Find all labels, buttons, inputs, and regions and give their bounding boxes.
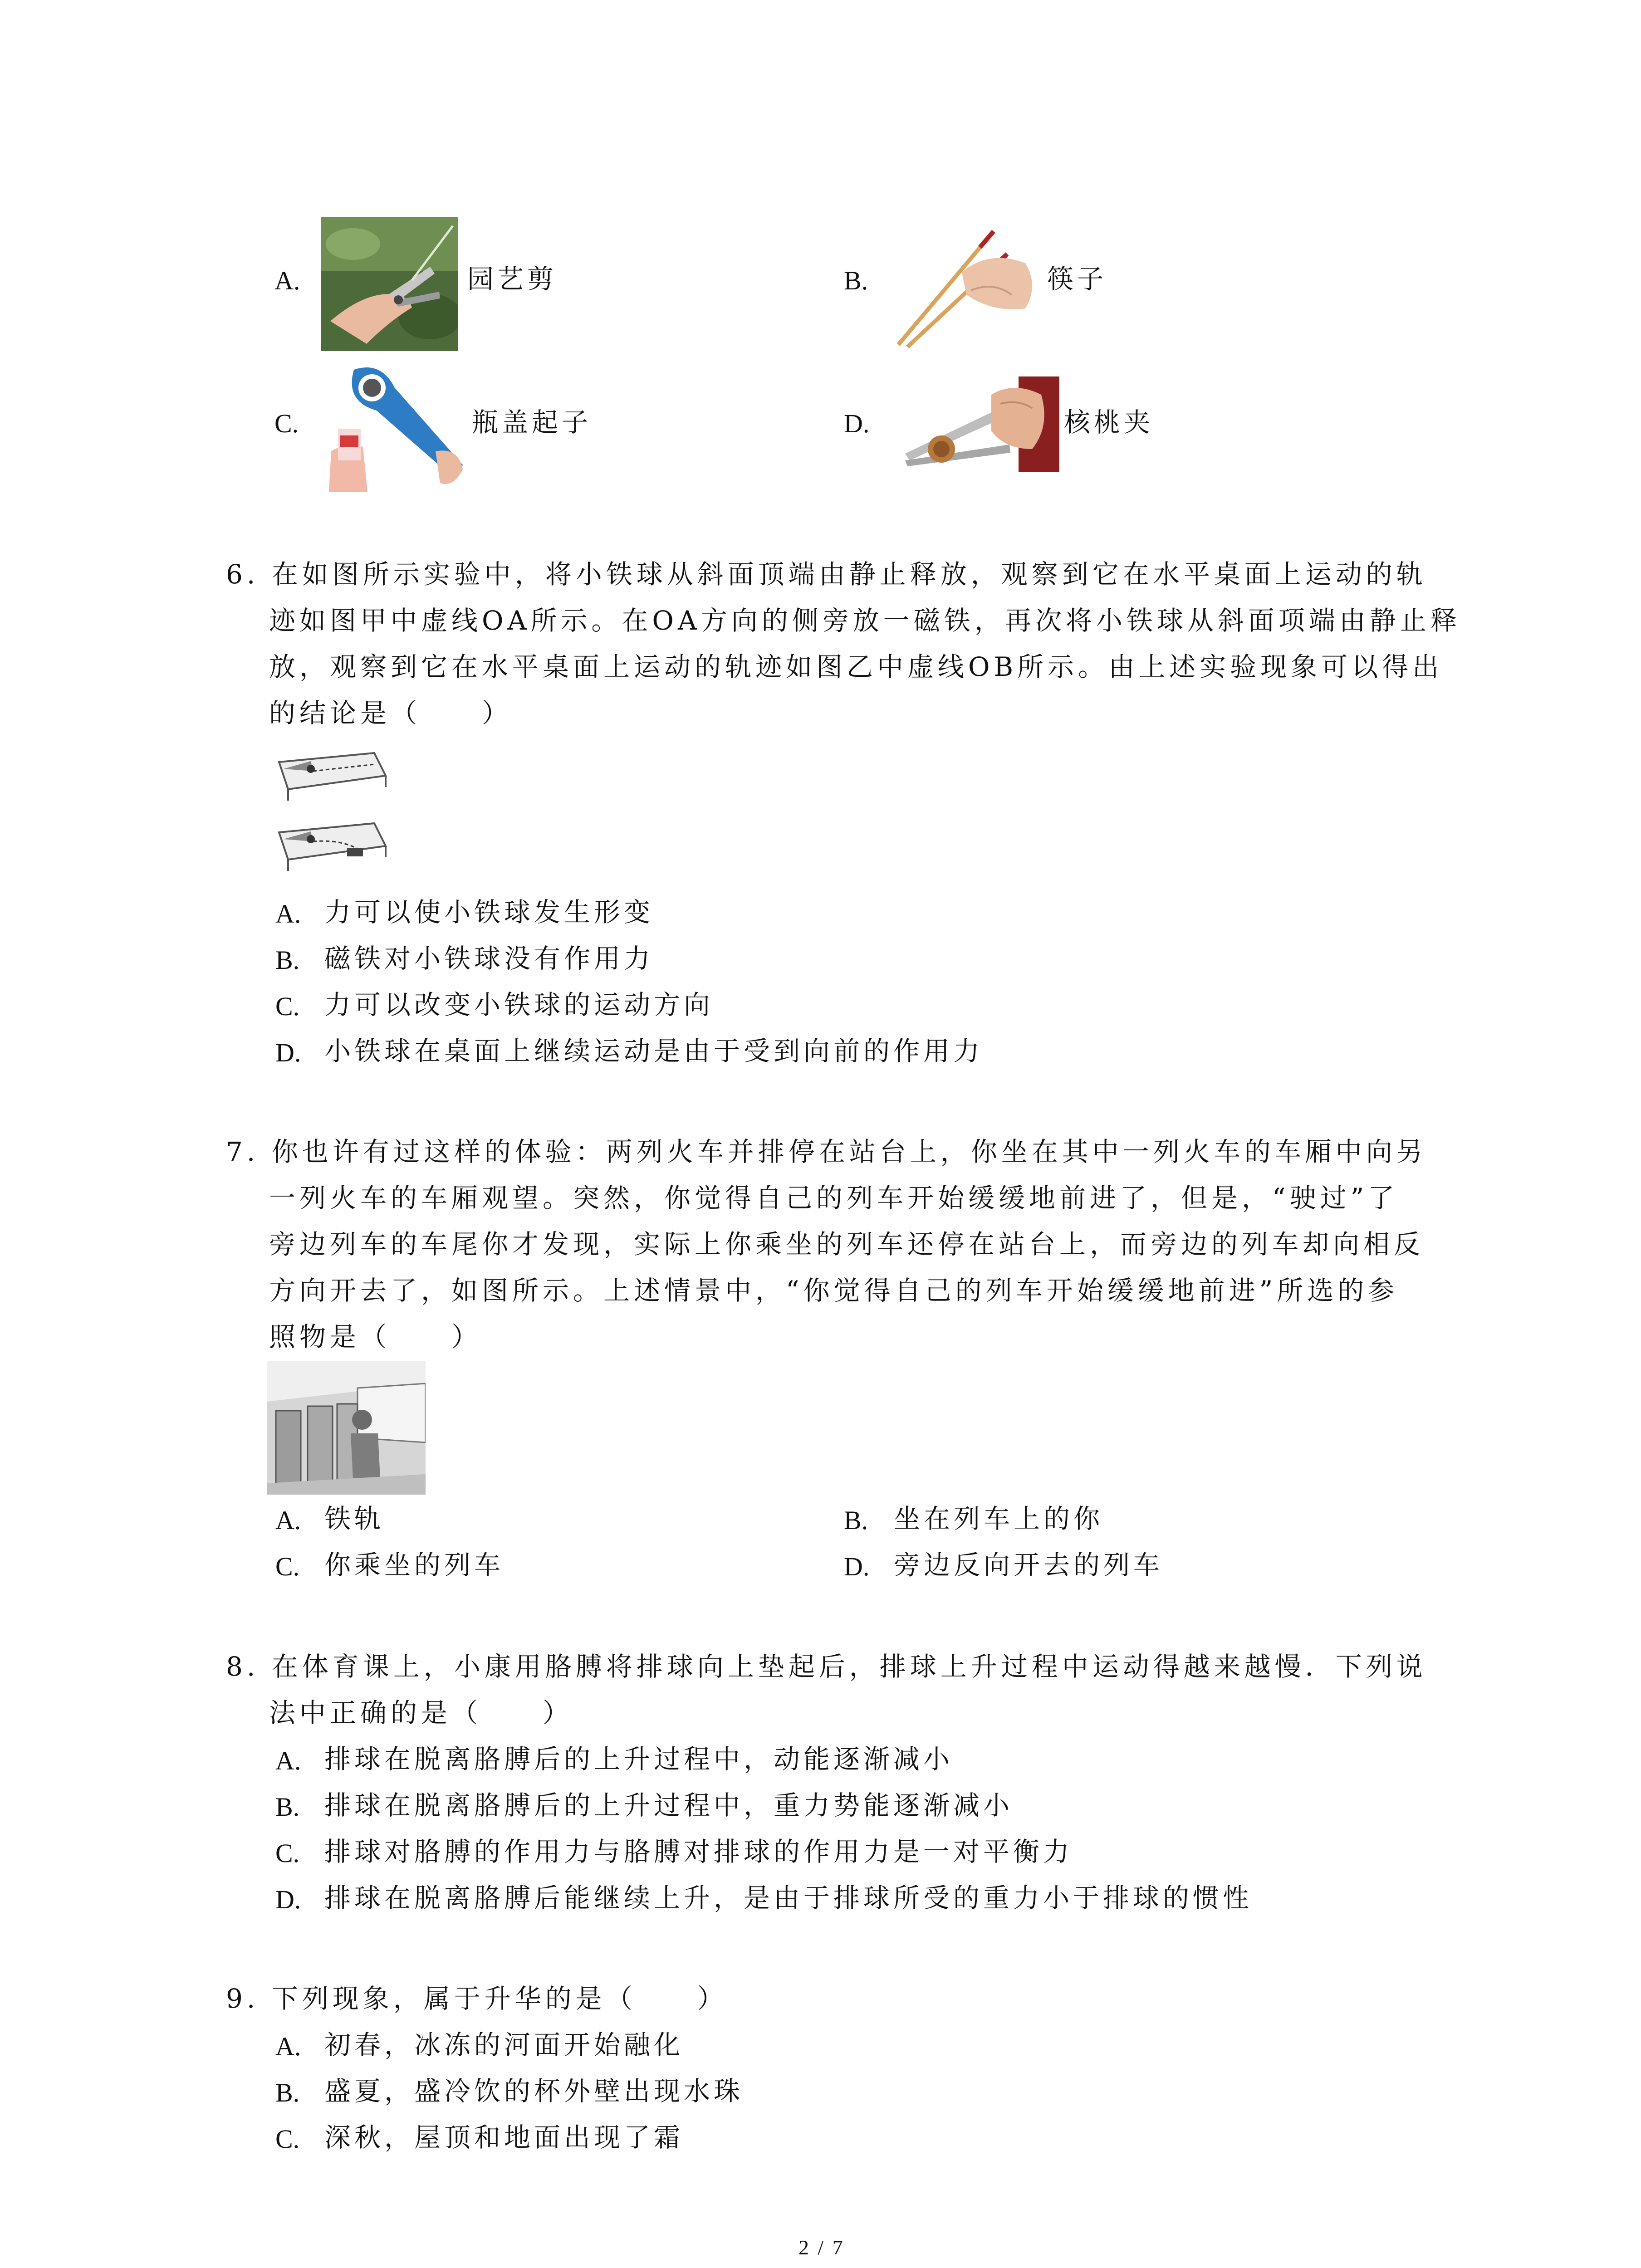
q7-option-c-text: 你乘坐的列车 [324,1549,505,1580]
q7-stem-line-4: 方向开去了，如图所示。上述情景中，“你觉得自己的列车开始缓缓地前进”所选的参 [269,1275,1399,1306]
q7-option-b-text: 坐在列车上的你 [894,1503,1104,1534]
q9-option-c-text: 深秋，屋顶和地面出现了霜 [324,2122,684,2153]
q6-stem-line-2: 迹如图甲中虚线OA所示。在OA方向的侧旁放一磁铁，再次将小铁球从斜面项端由静止释 [269,605,1461,636]
q9-option-b-letter: B. [275,2078,300,2107]
q6-option-a-text: 力可以使小铁球发生形变 [324,897,654,928]
q5-option-b-label: 筷子 [1047,264,1107,294]
chopsticks-photo [889,222,1039,349]
q6-option-b-letter: B. [275,945,300,975]
q6-option-d-text: 小铁球在桌面上继续运动是由于受到向前的作用力 [324,1036,984,1066]
q6-stem-line-1: 6. 在如图所示实验中，将小铁球从斜面顶端由静止释放，观察到它在水平桌面上运动的轨 [226,559,1427,590]
q8-option-b-text: 排球在脱离胳膊后的上升过程中，重力势能逐渐减小 [324,1790,1014,1821]
q5-option-a-letter: A. [274,266,300,295]
q9-option-b-text: 盛夏，盛冷饮的杯外壁出现水珠 [324,2076,744,2107]
q5-option-c-letter: C. [274,409,299,438]
q5-option-b-letter: B. [844,266,868,295]
q8-option-c-letter: C. [275,1838,300,1868]
page-number: 2 / 7 [798,2236,845,2259]
nutcracker-photo [896,376,1059,472]
q7-stem-line-2: 一列火车的车厢观望。突然，你觉得自己的列车开始缓缓地前进了，但是，“驶过”了 [269,1183,1399,1213]
train-interior-figure [267,1361,426,1495]
q5-option-d-letter: D. [844,409,870,438]
q6-option-b-text: 磁铁对小铁球没有作用力 [324,943,654,974]
experiment-figure-b [270,812,390,875]
q8-option-c-text: 排球对胳膊的作用力与胳膊对排球的作用力是一对平衡力 [324,1836,1073,1867]
q8-option-d-letter: D. [275,1885,301,1914]
q6-stem-line-3: 放，观察到它在水平桌面上运动的轨迹如图乙中虚线OB所示。由上述实验现象可以得出 [269,651,1443,682]
q8-option-b-letter: B. [275,1792,300,1822]
q6-stem-line-4: 的结论是（ ） [269,698,513,728]
q6-option-c-letter: C. [275,992,300,1021]
q7-option-d-letter: D. [844,1552,870,1581]
q7-stem-line-3: 旁边列车的车尾你才发现，实际上你乘坐的列车还停在站台上，而旁边的列车却向相反 [269,1229,1425,1260]
q7-stem-line-5: 照物是（ ） [269,1321,482,1352]
q5-option-a-label: 园艺剪 [467,264,558,294]
q9-option-a-letter: A. [275,2032,301,2061]
q7-stem-line-1: 7. 你也许有过这样的体验：两列火车并排停在站台上，你坐在其中一列火车的车厢中向另 [226,1136,1427,1167]
q8-stem-line-2: 法中正确的是（ ） [269,1697,573,1728]
q5-option-c-label: 瓶盖起子 [472,407,592,438]
q7-option-a-text: 铁轨 [324,1503,385,1534]
q8-stem-line-1: 8. 在体育课上，小康用胳膊将排球向上垫起后，排球上升过程中运动得越来越慢．下列说 [226,1651,1427,1682]
q6-option-c-text: 力可以改变小铁球的运动方向 [324,989,714,1020]
q8-option-a-letter: A. [275,1746,301,1775]
q8-option-a-text: 排球在脱离胳膊后的上升过程中，动能逐渐减小 [324,1744,954,1774]
q6-option-a-letter: A. [275,899,301,929]
experiment-figure-a [270,744,390,805]
garden-shears-photo [321,217,458,351]
q7-option-c-letter: C. [275,1552,300,1581]
q7-option-a-letter: A. [275,1505,301,1535]
q9-option-a-text: 初春，冰冻的河面开始融化 [324,2029,684,2060]
q5-option-d-label: 核桃夹 [1064,407,1154,438]
bottle-opener-photo [327,361,465,492]
q7-option-d-text: 旁边反向开去的列车 [894,1549,1164,1580]
q9-option-c-letter: C. [275,2124,300,2154]
q6-option-d-letter: D. [275,1038,301,1067]
q8-option-d-text: 排球在脱离胳膊后能继续上升，是由于排球所受的重力小于排球的惯性 [324,1882,1253,1913]
q9-stem-line-1: 9. 下列现象，属于升华的是（ ） [226,1983,728,2014]
q7-option-b-letter: B. [844,1505,868,1535]
